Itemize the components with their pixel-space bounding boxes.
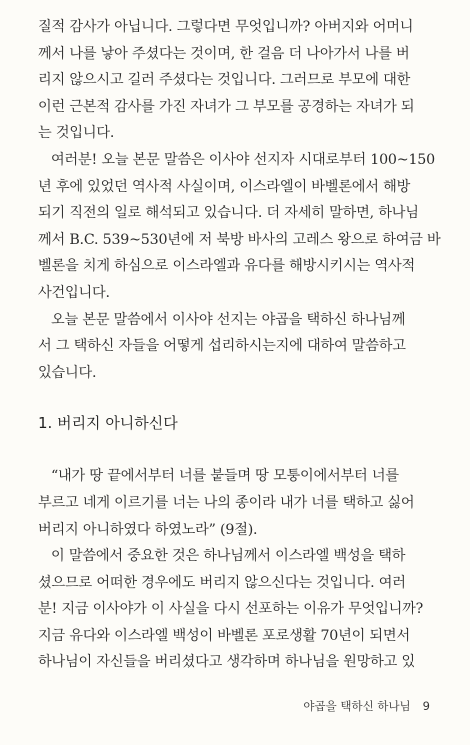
text-line: 이런 근본적 감사를 가진 자녀가 그 부모를 공경하는 자녀가 되 [38, 98, 415, 115]
text-line: 되기 직전의 일로 해석되고 있습니다. 더 자세히 말하면, 하나님 [38, 205, 419, 222]
running-title: 야곱을 택하신 하나님 [303, 699, 411, 713]
text-line: 부르고 네게 이르기를 너는 나의 종이라 내가 너를 택하고 싫어 [38, 494, 415, 511]
text-line: 여러분! 오늘 본문 말씀은 이사야 선지자 시대로부터 100~150 [51, 151, 435, 168]
text-line: 셨으므로 어떠한 경우에도 버리지 않으신다는 것입니다. 여러 [38, 574, 406, 591]
text-line: 께서 B.C. 539~530년에 저 북방 바사의 고레스 왕으로 하여금 바 [38, 231, 441, 248]
section-heading: 1. 버리지 아니하신다 [38, 414, 178, 433]
text-line: 사건입니다. [38, 284, 110, 301]
text-line: 있습니다. [38, 364, 97, 381]
paragraph-parents-gratitude [38, 14, 432, 147]
text-line: “내가 땅 끝에서부터 너를 붙들며 땅 모퉁이에서부터 너를 [51, 468, 399, 485]
scripture-quote [38, 463, 432, 543]
text-line: 서 그 택하신 자들을 어떻게 섭리하시는지에 대하여 말씀하고 [38, 338, 406, 355]
page-footer [303, 698, 430, 714]
text-line: 버리지 아니하였다 하였노라” (9절). [38, 521, 258, 538]
text-line: 분! 지금 이사야가 이 사실을 다시 선포하는 이유가 무엇입니까? [38, 601, 424, 618]
text-line: 지금 유다와 이스라엘 백성이 바벨론 포로생활 70년이 되면서 [38, 627, 410, 644]
text-line: 하나님이 자신들을 버리셨다고 생각하며 하나님을 원망하고 있 [38, 654, 415, 671]
paragraph-not-forsaken [38, 543, 432, 676]
text-line: 이 말씀에서 중요한 것은 하나님께서 이스라엘 백성을 택하 [51, 548, 406, 565]
text-line: 오늘 본문 말씀에서 이사야 선지는 야곱을 택하신 하나님께 [51, 311, 406, 328]
text-line: 년 후에 있었던 역사적 사실이며, 이스라엘이 바벨론에서 해방 [38, 178, 411, 195]
text-line: 질적 감사가 아닙니다. 그렇다면 무엇입니까? 아버지와 어머니 [38, 19, 414, 35]
page-number: 9 [422, 699, 430, 713]
text-line: 리지 않으시고 길러 주셨다는 것입니다. 그러므로 부모에 대한 [38, 72, 411, 89]
text-line: 는 것입니다. [38, 125, 115, 142]
spacer [38, 386, 432, 410]
text-line: 벨론을 치게 하심으로 이스라엘과 유다를 해방시키시는 역사적 [38, 258, 415, 275]
text-line: 께서 나를 낳아 주셨다는 것이며, 한 걸음 더 나아가서 나를 버 [38, 45, 410, 62]
spacer [38, 436, 432, 463]
paragraph-providence [38, 307, 432, 387]
paragraph-historical-context [38, 147, 441, 307]
body-text [38, 14, 441, 676]
